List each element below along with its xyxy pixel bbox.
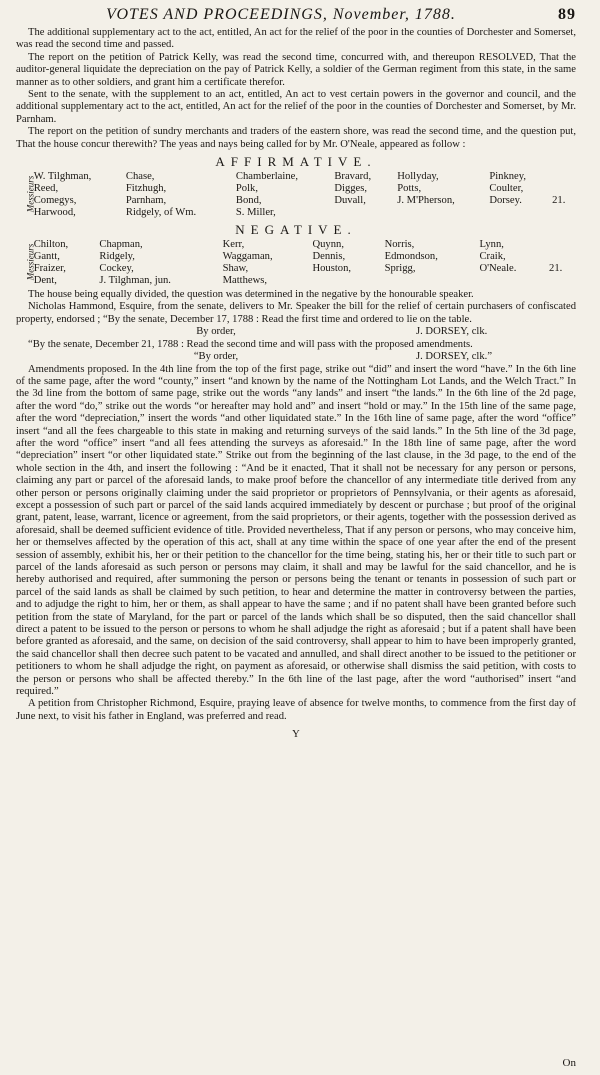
- member-name: Bond,: [235, 195, 262, 207]
- member-name: Comegys,: [33, 195, 77, 207]
- affirmative-vote-block: [16, 171, 576, 219]
- member-name: S. Miller,: [235, 207, 276, 219]
- member-name: Dorsey.: [489, 195, 522, 207]
- paragraph: A petition from Christopher Richmond, Esquire, praying leave of absence for twelve months, to commence from the first day of June next, to visit his father in England, was preferred and read.: [16, 698, 576, 722]
- member-name: [379, 275, 474, 287]
- negative-vote-block: [16, 239, 576, 287]
- member-name: Potts,: [397, 183, 422, 195]
- member-name: [483, 207, 546, 219]
- order-label: By order,: [196, 326, 236, 338]
- member-name: Digges,: [334, 183, 368, 195]
- member-name: [546, 183, 576, 195]
- order-signature: [16, 351, 576, 363]
- affirmative-heading: AFFIRMATIVE.: [215, 154, 377, 170]
- paragraph: The additional supplementary act to the act, entitled, An act for the relief of the poor in the counties of Dorchester and Somerset, was read the second time and passed.: [16, 27, 576, 51]
- paragraph: The report on the petition of sundry merchants and traders of the eastern shore, was read the second time, and the question put, That the house concur therewith? The yeas and nays being called for by Mr. O'Neale, appeared as follow :: [16, 126, 576, 150]
- member-name: [546, 171, 576, 183]
- vote-row: [28, 207, 576, 219]
- member-name: Parnham,: [125, 195, 167, 207]
- member-name: Polk,: [235, 183, 258, 195]
- member-name: J. M'Pherson,: [397, 195, 455, 207]
- member-name: [543, 251, 576, 263]
- member-name: Chapman,: [99, 239, 143, 251]
- member-name: Edmondson,: [384, 251, 438, 263]
- member-name: [473, 275, 543, 287]
- member-name: Lynn,: [479, 239, 504, 251]
- member-name: Fraizer,: [33, 263, 66, 275]
- catchword: On: [562, 1057, 576, 1069]
- member-name: J. Tilghman, jun.: [99, 275, 171, 287]
- vote-row: [28, 239, 576, 251]
- middle-paragraphs: [16, 289, 576, 326]
- senate-endorsement: “By the senate, December 21, 1788 : Read the second time and will pass with the proposed amendments.: [28, 338, 473, 350]
- paragraph: Amendments proposed. In the 4th line from the top of the first page, strike out “did” and insert the word “have.” In the 6th line of the same page, after the word “county,” insert “and known by the name of the Nottingham Lot Lands, and the Welch Tract.” In the 3d line from the bottom of same page, strike out the words “any lands” and insert “the lands.” In the 6th line of the 2d page, after the word “do,” strike out the words “or hereafter may hold and” and insert “hold or may.” In the 15th line of the same page, after the word “depreciation,” insert the words “and other liquidated state.” In the 16th line of same page, after the word “office” insert “and all the fees chargeable to this state in making and returning surveys of the said lands.” In the 5th line of the 3d page, after the word “office” insert “and all fees attending the surveys as aforesaid.” In the 18th line of same page, after the word “depreciation” insert “or other liquidated state.” Strike out from the beginning of the last clause, in the 3d page, to the end of the whole section in the 4th, and insert the following : “And be it enacted, That it shall not be necessary for any person or persons, claiming any part or parcel of the aforesaid lands, to make proof before the chancellor of any intermediate title derived from any other person or persons originally claiming under the said proprietor or proprietors of Pennsylvania, or their agents as aforesaid, except a possession of such part or parcel of the said lands acquired immediately by descent or purchase ; but proof of the original grant, patent, lease, warrant, licence or agreement, from the said proprietors, or their agents, together with the possession derived as aforesaid, shall be deemed sufficient evidence of title. Provided nevertheless, That if any person or persons, who may conceive him, her or themselves affected by the operation of this act, shall at any time within the space of one year after the end of the present session of assembly, exhibit his, her or their petition to the chancellor for the time being, stating his, her or their title to such part or parcel of the lands aforesaid as such person or persons may claim, it shall and may be lawful for the said chancellor, and he is hereby authorised and required, after summoning the person or persons being the tenant or tenants in possession of such part or parcel of the said lands as shall be claimed by such petition, to hear and determine the matter in controversy between the parties, and to adjudge the right to him, her or them, as shall appear to have the same ; and if no patent shall have been granted before such petition from the state of Maryland, for the part or parcel of the lands which shall be so disputed, then the said chancellor shall direct a patent to be issued to the person or persons to whom he shall adjudge the right as aforesaid ; but if a patent shall have been before granted as aforesaid, and the same, on decision of the said controversy, shall appear to him to have been improperly granted, the said chancellor shall then decree such patent to be vacated and annulled, and shall direct another to be issued to the petitioner or petitioners to whom he shall adjudge the right, on payment as aforesaid, or otherwise shall dismiss the said petition, with costs to the person or persons who shall be affected thereby.” In the 6th line of the last page, after the word “authorised” insert “and required.”: [16, 363, 576, 698]
- member-name: Chamberlaine,: [235, 171, 298, 183]
- negative-heading: NEGATIVE.: [235, 222, 357, 238]
- running-header: [16, 6, 576, 24]
- order-label: “By order,: [193, 351, 239, 363]
- member-name: Fitzhugh,: [125, 183, 167, 195]
- vote-row: [28, 251, 576, 263]
- page-title: VOTES AND PROCEEDINGS, November, 1788.: [106, 6, 456, 23]
- vote-row: [28, 195, 576, 207]
- member-name: Pinkney,: [489, 171, 527, 183]
- member-name: O'Neale.: [479, 263, 517, 275]
- member-name: Quynn,: [312, 239, 344, 251]
- order-signature: [16, 326, 576, 338]
- member-name: Norris,: [384, 239, 415, 251]
- messrs-label: Messieurs: [25, 175, 36, 213]
- member-name: Kerr,: [222, 239, 245, 251]
- messrs-label: Messieurs: [25, 243, 36, 281]
- member-name: Houston,: [312, 263, 352, 275]
- member-name: [328, 207, 391, 219]
- member-name: Dent,: [33, 275, 57, 287]
- top-paragraphs: [16, 27, 576, 151]
- member-name: [391, 207, 483, 219]
- clerk-signature: J. DORSEY, clk.”: [416, 351, 493, 363]
- member-name: [306, 275, 378, 287]
- negative-table: [28, 239, 576, 287]
- bottom-paragraphs: [16, 364, 576, 724]
- signature-mark: Y: [292, 729, 300, 741]
- member-name: Dennis,: [312, 251, 346, 263]
- member-name: Gantt,: [33, 251, 60, 263]
- paragraph: The report on the petition of Patrick Kelly, was read the second time, concurred with, and thereupon RESOLVED, That the auditor-general liquidate the depreciation on the pay of Patrick Kelly, a soldier of the German regiment from this state, in the same manner as to other soldiers, and grant him a certificate therefor.: [16, 51, 576, 88]
- member-name: Matthews,: [222, 275, 268, 287]
- member-name: Ridgely,: [99, 251, 135, 263]
- member-name: [543, 275, 576, 287]
- member-name: Chase,: [125, 171, 155, 183]
- vote-row: [28, 263, 576, 275]
- member-name: 21.: [552, 195, 566, 207]
- member-name: Craik,: [479, 251, 506, 263]
- member-name: Reed,: [33, 183, 59, 195]
- clerk-signature: J. DORSEY, clk.: [416, 326, 488, 338]
- member-name: Chilton,: [33, 239, 69, 251]
- member-name: Bravard,: [334, 171, 372, 183]
- member-name: Duvall,: [334, 195, 366, 207]
- member-name: Harwood,: [33, 207, 76, 219]
- member-name: Hollyday,: [397, 171, 439, 183]
- member-name: Waggaman,: [222, 251, 273, 263]
- paragraph: Sent to the senate, with the supplement to an act, entitled, An act to vest certain powers in the governor and council, and the additional supplementary act to the act, entitled, An act for the relief of the poor in the counties of Dorchester and Somerset, by Mr. Parnham.: [16, 89, 576, 125]
- member-name: [543, 239, 576, 251]
- vote-row: [28, 171, 576, 183]
- member-name: Cockey,: [99, 263, 134, 275]
- page-number: 89: [558, 6, 576, 23]
- vote-row: [28, 183, 576, 195]
- member-name: Coulter,: [489, 183, 524, 195]
- member-name: [546, 207, 576, 219]
- member-name: Ridgely, of Wm.: [125, 207, 197, 219]
- paragraph: Nicholas Hammond, Esquire, from the senate, delivers to Mr. Speaker the bill for the relief of certain purchasers of confiscated property, endorsed ; “By the senate, December 17, 1788 : Read the first time and ordered to lie on the table.: [16, 301, 576, 325]
- member-name: W. Tilghman,: [33, 171, 92, 183]
- member-name: Shaw,: [222, 263, 249, 275]
- affirmative-table: [28, 171, 576, 219]
- vote-row: [28, 275, 576, 287]
- member-name: Sprigg,: [384, 263, 416, 275]
- paragraph: The house being equally divided, the question was determined in the negative by the honourable speaker.: [28, 289, 474, 301]
- member-name: 21.: [549, 263, 563, 275]
